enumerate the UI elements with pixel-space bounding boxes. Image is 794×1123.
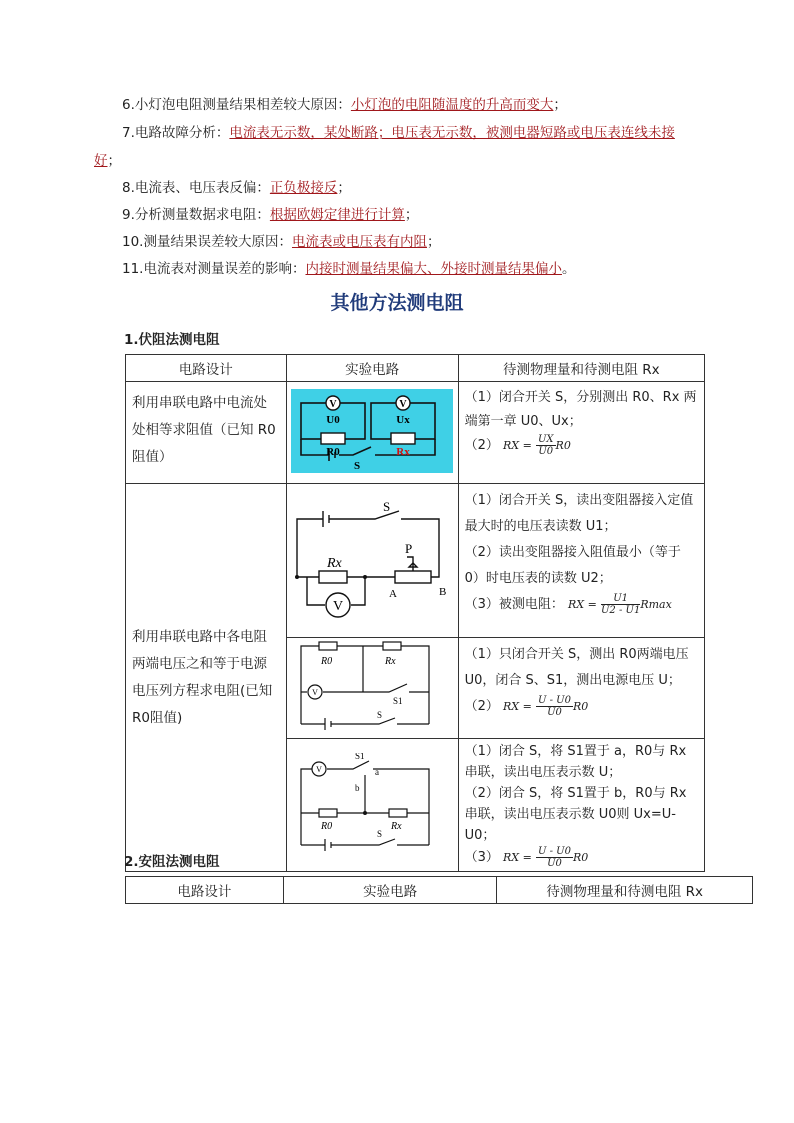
- step-3: [465, 846, 698, 869]
- note-label: 6.小灯泡电阻测量结果相差较大原因：: [122, 97, 351, 113]
- note-6: [122, 95, 567, 115]
- header-quantity: 待测物理量和待测电阻 Rx: [497, 877, 753, 904]
- table-row: [126, 484, 705, 638]
- table-header-row: [126, 877, 753, 904]
- step-2: [465, 694, 698, 720]
- note-answer: 正负极接反: [269, 180, 338, 196]
- terminal-b-label: b: [354, 783, 360, 793]
- formula-lhs: RX =: [503, 439, 532, 452]
- note-answer: 电流表无示数，某处断路；电压表无示数，被测电器短路或电压表连线未接: [229, 125, 675, 141]
- switch-label: S: [353, 459, 360, 472]
- table-header-row: [126, 355, 705, 382]
- formula-fraction: [536, 846, 573, 869]
- note-end: ；: [553, 97, 567, 113]
- rx-label: Rx: [326, 555, 342, 571]
- step-3-label: （3）: [464, 850, 499, 865]
- step-3-label: （3）被测电阻：: [464, 597, 564, 612]
- step-1: （1）闭合开关 S，分别测出 R0、Rx 两端第一章 U0、Ux；: [464, 390, 697, 429]
- header-circuit: 实验电路: [286, 355, 458, 382]
- ux-label: Ux: [395, 413, 410, 426]
- note-answer: 内接时测量结果偏大、外接时测量结果偏小: [305, 261, 562, 277]
- circuit-cell: [286, 638, 458, 739]
- step-1: （1）闭合开关 S，读出变阻器接入定值最大时的电压表读数 U1；: [464, 493, 694, 534]
- step-2-label: （2）: [464, 699, 499, 714]
- table-row: [126, 382, 705, 484]
- formula-lhs: RX =: [503, 700, 532, 713]
- formula-fraction: [601, 593, 640, 616]
- note-9: [122, 205, 418, 225]
- formula-denominator: U0: [547, 858, 562, 869]
- note-end: ；: [404, 207, 419, 223]
- quantity-cell: [458, 638, 704, 739]
- ammeter-method-table: [125, 876, 753, 904]
- step-2: （2）读出变阻器接入阻值最小（等于 0）时电压表的读数 U2；: [464, 545, 681, 586]
- quantity-cell: [458, 484, 704, 638]
- formula-lhs: RX =: [568, 598, 597, 611]
- r0-label: R0: [320, 821, 332, 832]
- note-end: ；: [426, 234, 441, 250]
- voltmeter-label: V: [311, 688, 318, 697]
- header-circuit: 实验电路: [283, 877, 497, 904]
- circuit-diagram-4: [289, 753, 455, 853]
- formula-denominator: U0: [538, 446, 554, 457]
- formula-numerator: UX: [537, 434, 554, 445]
- circuit-diagram-1: [291, 389, 453, 473]
- step-3: [465, 592, 698, 618]
- circuit-diagram-2: [289, 497, 455, 621]
- formula-tail: R0: [572, 851, 589, 864]
- formula-numerator: U1: [601, 593, 640, 605]
- formula-numerator: U - U0: [537, 846, 571, 857]
- quantity-cell: [458, 739, 704, 872]
- s1-label: S1: [392, 696, 403, 706]
- design-cell-group: 利用串联电路中各电阻两端电压之和等于电源电压列方程求电阻(已知 R0阻值): [126, 484, 287, 872]
- terminal-b-label: B: [438, 585, 446, 598]
- switch-label: S: [382, 498, 390, 514]
- step-1: （1）只闭合开关 S，测出 R0两端电压 U0，闭合 S、S1，测出电源电压 U；: [464, 647, 689, 688]
- formula-fraction: [536, 695, 573, 718]
- step-1: （1）闭合 S，将 S1置于 a，R0与 Rx串联，读出电压表示数 U；: [464, 744, 687, 780]
- switch-label: S: [376, 710, 382, 720]
- rx-label: Rx: [384, 656, 396, 667]
- formula-denominator: U0: [547, 707, 562, 718]
- r0-label: R0: [320, 656, 332, 667]
- note-answer: 电流表或电压表有内阻: [291, 234, 427, 250]
- circuit-cell: [286, 739, 458, 872]
- formula-lhs: RX =: [503, 851, 532, 864]
- note-7: [122, 123, 675, 143]
- note-11: [122, 259, 575, 279]
- rx-label: Rx: [395, 445, 410, 458]
- formula-tail: R0: [555, 439, 571, 452]
- formula-fraction: [536, 434, 556, 457]
- note-label: 9.分析测量数据求电阻：: [122, 207, 270, 223]
- formula-tail: Rmax: [640, 598, 672, 611]
- note-end: ；: [337, 180, 351, 196]
- section1-title: 1.伏阻法测电阻: [124, 332, 220, 348]
- r0-label: R0: [325, 445, 340, 458]
- header-design: 电路设计: [126, 355, 287, 382]
- voltmeter-label: V: [315, 765, 322, 774]
- voltmeter-label: V: [328, 398, 337, 410]
- circuit-diagram-3: [289, 640, 455, 732]
- note-answer: 小灯泡的电阻随温度的升高而变大: [350, 97, 554, 113]
- note-label: 10.测量结果误差较大原因：: [122, 234, 292, 250]
- note-8: [122, 178, 351, 198]
- slider-label: P: [404, 540, 412, 556]
- switch-label: S: [376, 829, 382, 839]
- u0-label: U0: [325, 413, 340, 426]
- voltmeter-method-table: [125, 354, 705, 872]
- section-heading: 其他方法测电阻: [330, 292, 464, 314]
- circuit-cell: [286, 484, 458, 638]
- formula-numerator: U - U0: [537, 695, 571, 706]
- quantity-cell: [458, 382, 704, 484]
- section2-title: 2.安阻法测电阻: [124, 854, 220, 870]
- voltmeter-label: V: [332, 598, 343, 614]
- step-2-label: （2）: [464, 438, 499, 453]
- step-2: （2）闭合 S，将 S1置于 b，R0与 Rx串联，读出电压表示数 U0则 Ux=U-U0；: [464, 786, 687, 843]
- step-2: [465, 434, 698, 458]
- note-label: 7.电路故障分析：: [122, 125, 230, 141]
- note-answer: 根据欧姆定律进行计算: [269, 207, 405, 223]
- formula-tail: R0: [572, 700, 589, 713]
- circuit-cell: [286, 382, 458, 484]
- rx-label: Rx: [390, 821, 402, 832]
- header-quantity: 待测物理量和待测电阻 Rx: [458, 355, 704, 382]
- header-design: 电路设计: [126, 877, 284, 904]
- note-answer-cont: 好: [94, 153, 108, 169]
- formula-denominator: U2 - U1: [600, 605, 641, 616]
- s1-label: S1: [354, 753, 365, 761]
- note-end: ；: [107, 153, 121, 169]
- note-label: 11.电流表对测量误差的影响：: [122, 261, 306, 277]
- note-label: 8.电流表、电压表反偏：: [122, 180, 270, 196]
- design-cell: 利用串联电路中电流处处相等求阻值（已知 R0 阻值）: [126, 382, 287, 484]
- terminal-a-label: A: [388, 587, 397, 600]
- voltmeter-label: V: [398, 398, 407, 410]
- note-10: [122, 232, 440, 252]
- note-end: 。: [561, 261, 576, 277]
- note-7-cont: [94, 151, 121, 171]
- terminal-a-label: a: [374, 767, 379, 777]
